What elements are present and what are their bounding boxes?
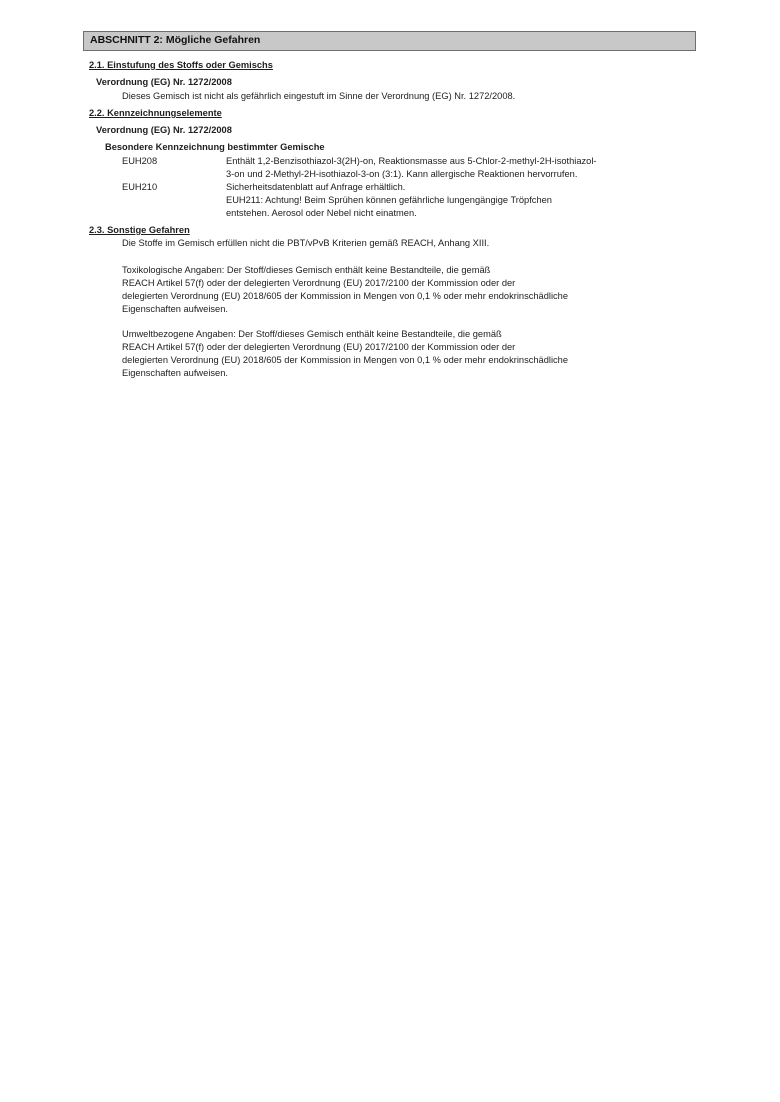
environment-text-line4: Eigenschaften aufweisen. — [122, 368, 228, 378]
section-header-bar — [83, 31, 696, 51]
euh208-code: EUH208 — [122, 156, 158, 166]
environment-text-line3: delegierten Verordnung (EU) 2018/605 der Kommission in Mengen von 0,1 % oder mehr endokrinschädliche — [122, 355, 568, 365]
subsection-heading-2-3: 2.3. Sonstige Gefahren — [89, 225, 190, 235]
regulation-label-2-2: Verordnung (EG) Nr. 1272/2008 — [96, 125, 232, 135]
toxicology-text-line2: REACH Artikel 57(f) oder der delegierten Verordnung (EU) 2017/2100 der Kommission oder der — [122, 278, 516, 288]
toxicology-text-line3: delegierten Verordnung (EU) 2018/605 der Kommission in Mengen von 0,1 % oder mehr endokrinschädliche — [122, 291, 568, 301]
classification-text: Dieses Gemisch ist nicht als gefährlich eingestuft im Sinne der Verordnung (EG) Nr. 1272/2008. — [122, 91, 516, 101]
environment-text-line1: Umweltbezogene Angaben: Der Stoff/dieses Gemisch enthält keine Bestandteile, die gemäß — [122, 329, 502, 339]
environment-text-line2: REACH Artikel 57(f) oder der delegierten Verordnung (EU) 2017/2100 der Kommission oder der — [122, 342, 516, 352]
euh210-code: EUH210 — [122, 182, 158, 192]
section-title: ABSCHNITT 2: Mögliche Gefahren — [90, 34, 261, 46]
euh210-text: Sicherheitsdatenblatt auf Anfrage erhältlich. — [226, 182, 406, 192]
pbt-text: Die Stoffe im Gemisch erfüllen nicht die PBT/vPvB Kriterien gemäß REACH, Anhang XIII. — [122, 238, 490, 248]
subsection-heading-2-1: 2.1. Einstufung des Stoffs oder Gemischs — [89, 60, 273, 70]
euh208-text-line2: 3-on und 2-Methyl-2H-isothiazol-3-on (3:1). Kann allergische Reaktionen hervorrufen. — [226, 169, 578, 179]
euh211-text-line1: EUH211: Achtung! Beim Sprühen können gefährliche lungengängige Tröpfchen — [226, 195, 552, 205]
euh208-text-line1: Enthält 1,2-Benzisothiazol-3(2H)-on, Reaktionsmasse aus 5-Chlor-2-methyl-2H-isothiazol- — [226, 156, 597, 166]
toxicology-text-line4: Eigenschaften aufweisen. — [122, 304, 228, 314]
toxicology-text-line1: Toxikologische Angaben: Der Stoff/dieses Gemisch enthält keine Bestandteile, die gemäß — [122, 265, 491, 275]
special-labelling-heading: Besondere Kennzeichnung bestimmter Gemische — [105, 142, 325, 152]
subsection-heading-2-2: 2.2. Kennzeichnungselemente — [89, 108, 222, 118]
euh211-text-line2: entstehen. Aerosol oder Nebel nicht einatmen. — [226, 208, 417, 218]
regulation-label-2-1: Verordnung (EG) Nr. 1272/2008 — [96, 77, 232, 87]
